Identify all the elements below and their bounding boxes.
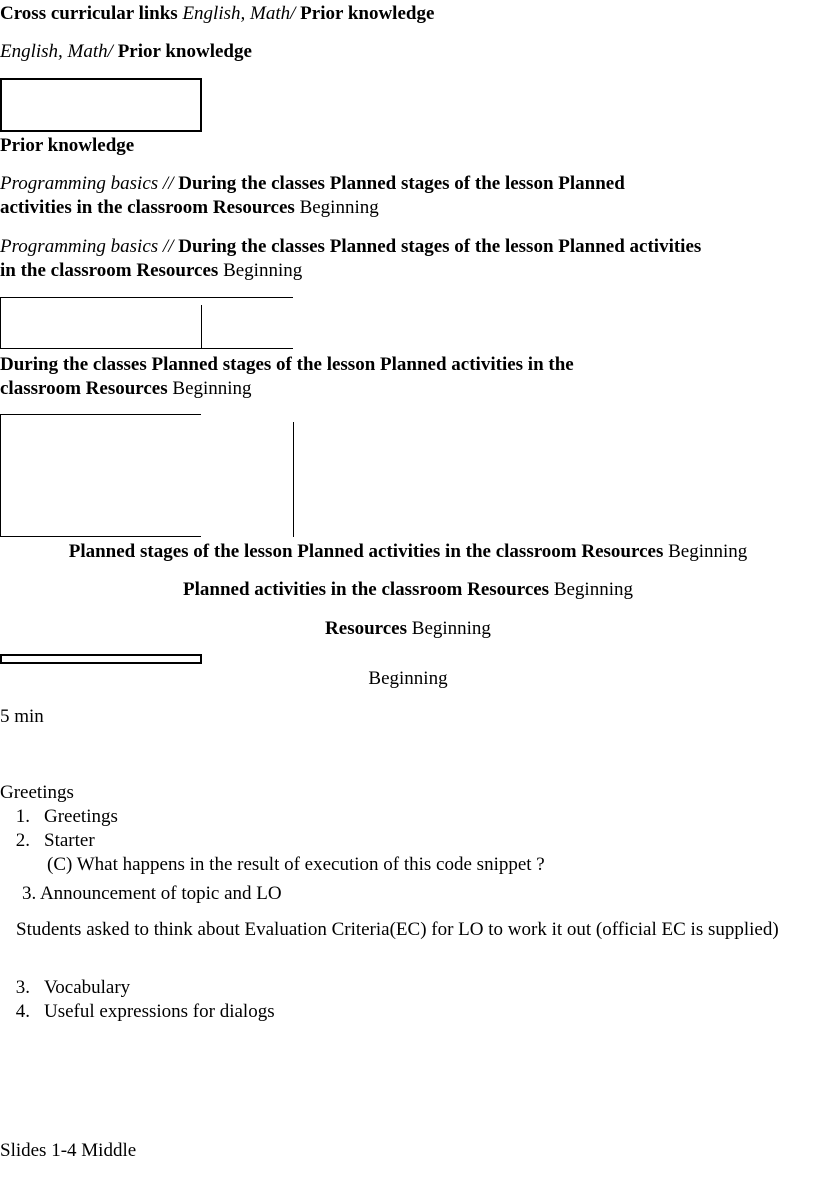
table-rule: [293, 422, 294, 537]
planned-activities-label: activities in the classroom: [0, 197, 209, 218]
topic-text: Programming basics: [0, 173, 159, 194]
table-rule: [201, 305, 202, 349]
planned-activities-label: Planned activities: [558, 236, 702, 257]
table-rule: [0, 536, 201, 537]
prior-knowledge-heading: Prior knowledge: [0, 135, 135, 156]
list-item: [0, 805, 118, 829]
subject-text: English, Math: [182, 3, 291, 24]
in-classroom-label: in the classroom: [0, 260, 132, 281]
cross-curricular-label: Cross curricular links: [0, 3, 178, 24]
list-text: Greetings: [44, 806, 118, 827]
resources-label: Resources: [467, 579, 550, 600]
table-rule: [0, 348, 293, 349]
beginning-heading: Beginning: [368, 668, 448, 689]
table-rule: [0, 414, 201, 415]
planned-activities-label: Planned activities in the classroom: [297, 541, 577, 562]
table-rule: [0, 414, 1, 537]
planned-stages-label: Planned stages of the lesson: [68, 541, 293, 562]
stage-line-d: [0, 540, 816, 564]
prior-knowledge-label: Prior knowledge: [117, 41, 252, 62]
prior-knowledge-label: Prior knowledge: [300, 3, 435, 24]
beginning-label: Beginning: [223, 260, 303, 281]
separator: //: [162, 173, 174, 194]
separator: /: [107, 41, 113, 62]
starter-question: (C) What happens in the result of execution of this code snippet ?: [47, 854, 545, 875]
cross-curricular-line: [0, 2, 434, 26]
during-classes-label: During the classes: [178, 173, 325, 194]
during-classes-label: During the classes: [178, 236, 325, 257]
list-item: [0, 829, 95, 853]
planned-activities-label: Planned activities in the classroom: [183, 579, 463, 600]
list-item: [0, 976, 130, 1000]
beginning-label: Beginning: [411, 618, 491, 639]
planned-stages-label: Planned stages of the lesson: [151, 354, 376, 375]
middle-text: Middle: [81, 1140, 137, 1161]
greetings-text: Greetings: [0, 782, 74, 803]
list-number: 3.: [15, 977, 30, 998]
list-text: Useful expressions for dialogs: [44, 1001, 275, 1022]
planned-activities-label: Planned activities in the: [380, 354, 574, 375]
classroom-label: classroom: [0, 378, 81, 399]
planned-stages-label: Planned stages of the lesson: [329, 236, 554, 257]
planned-activities-label: Planned: [558, 173, 625, 194]
list-number: 4.: [15, 1001, 30, 1022]
stage-line-c-1: [0, 353, 574, 377]
stage-line-f: [0, 617, 816, 641]
list-number: 2.: [15, 830, 30, 851]
resources-label: Resources: [85, 378, 168, 399]
list-text: Starter: [44, 830, 95, 851]
resources-label: Resources: [136, 260, 219, 281]
topic-text: Programming basics: [0, 236, 159, 257]
list-item: [0, 1000, 275, 1024]
table-rule: [0, 297, 293, 298]
beginning-label: Beginning: [553, 579, 633, 600]
footer-line: [0, 1139, 136, 1163]
slides-text: Slides 1-4: [0, 1140, 77, 1161]
separator: /: [290, 3, 296, 24]
resources-label: Resources: [581, 541, 664, 562]
separator: //: [162, 236, 174, 257]
list-text: Vocabulary: [44, 977, 131, 998]
stage-line-c-2: [0, 377, 252, 401]
during-classes-label: During the classes: [0, 354, 147, 375]
empty-cell-box: [0, 78, 202, 132]
subject-line: [0, 40, 252, 64]
stage-line-b-2: [0, 259, 302, 283]
beginning-label: Beginning: [172, 378, 252, 399]
stage-line-b-1: [0, 235, 701, 259]
stage-line-e: [0, 578, 816, 602]
table-rule: [0, 297, 1, 349]
announcement-text: 3. Announcement of topic and LO: [22, 883, 282, 904]
beginning-label: Beginning: [299, 197, 379, 218]
duration-text: 5 min: [0, 706, 44, 727]
stage-line-a-2: [0, 196, 379, 220]
students-text: Students asked to think about Evaluation Criteria(EC) for LO to work it out (official EC is supplied): [16, 919, 779, 940]
stage-line-a-1: [0, 172, 625, 196]
resources-label: Resources: [212, 197, 295, 218]
empty-cell-box: [0, 654, 202, 664]
greetings-bullet: [0, 781, 74, 805]
planned-stages-label: Planned stages of the lesson: [329, 173, 554, 194]
resources-label: Resources: [325, 618, 408, 639]
list-number: 1.: [15, 806, 30, 827]
subject-text: English, Math: [0, 41, 108, 62]
beginning-label: Beginning: [668, 541, 748, 562]
